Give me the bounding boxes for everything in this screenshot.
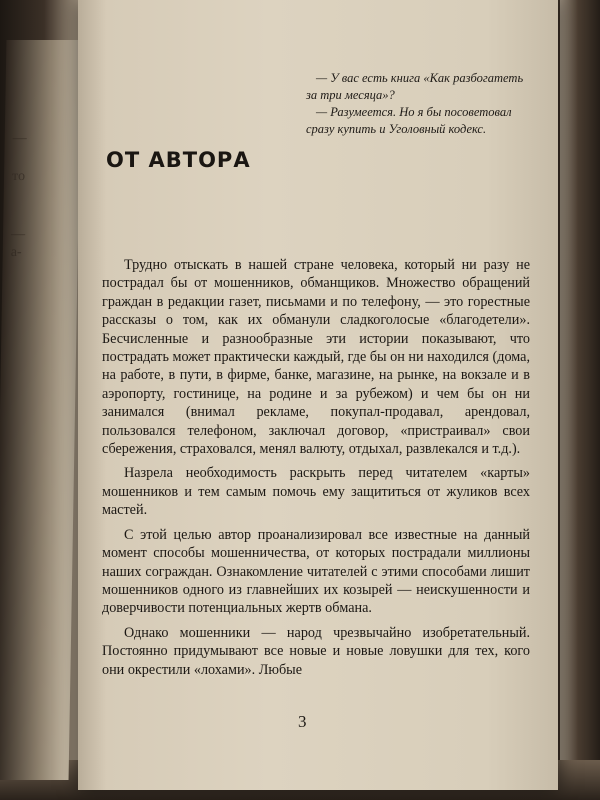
facing-fragment: а-	[10, 245, 22, 260]
book-page	[78, 0, 558, 790]
chapter-title: ОТ АВТОРА	[106, 148, 251, 172]
paragraph: Трудно отыскать в нашей стране человека, который ни разу не пострадал бы от мошенников, обманщиков. Множество обращений граждан в редакции газет, письмами и по телефону, — это горестные рассказы о том, как их обманули сладкоголосые «благодетели». Бесчисленные и разнообразные эти истории показывают, что пострадать может практически каждый, где бы он ни находился (дома, на работе, в пути, в фирме, банке, магазине, на рынке, на вокзале и в аэропорту, гостинице, на родине и за рубежом) и чем бы он ни занимался (внимал рекламе, покупал-продавал, арендовал, пользовался телефоном, заключал договор, «пристраивал» свои сбережения, страховался, менял валюту, отдыхал, развлекался и т.д.).	[102, 257, 530, 458]
epigraph	[306, 70, 534, 138]
facing-fragment: —	[10, 227, 26, 242]
paragraph: С этой целью автор проанализировал все известные на данный момент способы мошенничества, от которых пострадали миллионы наших сограждан. Ознакомление читателей с этими способами лишит мошенников одного из главнейших их козырей — неискушенности и доверчивости потенциальных жертв обмана.	[102, 526, 530, 617]
epigraph-line: — Разумеется. Но я бы посоветовал сразу купить и Уголовный кодекс.	[306, 105, 512, 136]
body-text	[102, 256, 530, 685]
background-right	[560, 0, 600, 800]
epigraph-line: — У вас есть книга «Как разбогатеть за три месяца»?	[306, 71, 524, 102]
page-number: 3	[298, 712, 307, 731]
facing-page-text	[11, 130, 53, 262]
facing-fragment: то	[11, 169, 26, 184]
paragraph: Назрела необходимость раскрыть перед читателем «карты» мошенников и тем самым помочь ему защититься от жуликов всех мастей.	[102, 465, 530, 519]
paragraph: Однако мошенники — народ чрезвычайно изобретательный. Постоянно придумывают все новые и новые ловушки для тех, кого они окрестили «лохами». Любые	[102, 624, 530, 678]
facing-page	[0, 40, 81, 780]
facing-fragment: —	[12, 131, 27, 146]
